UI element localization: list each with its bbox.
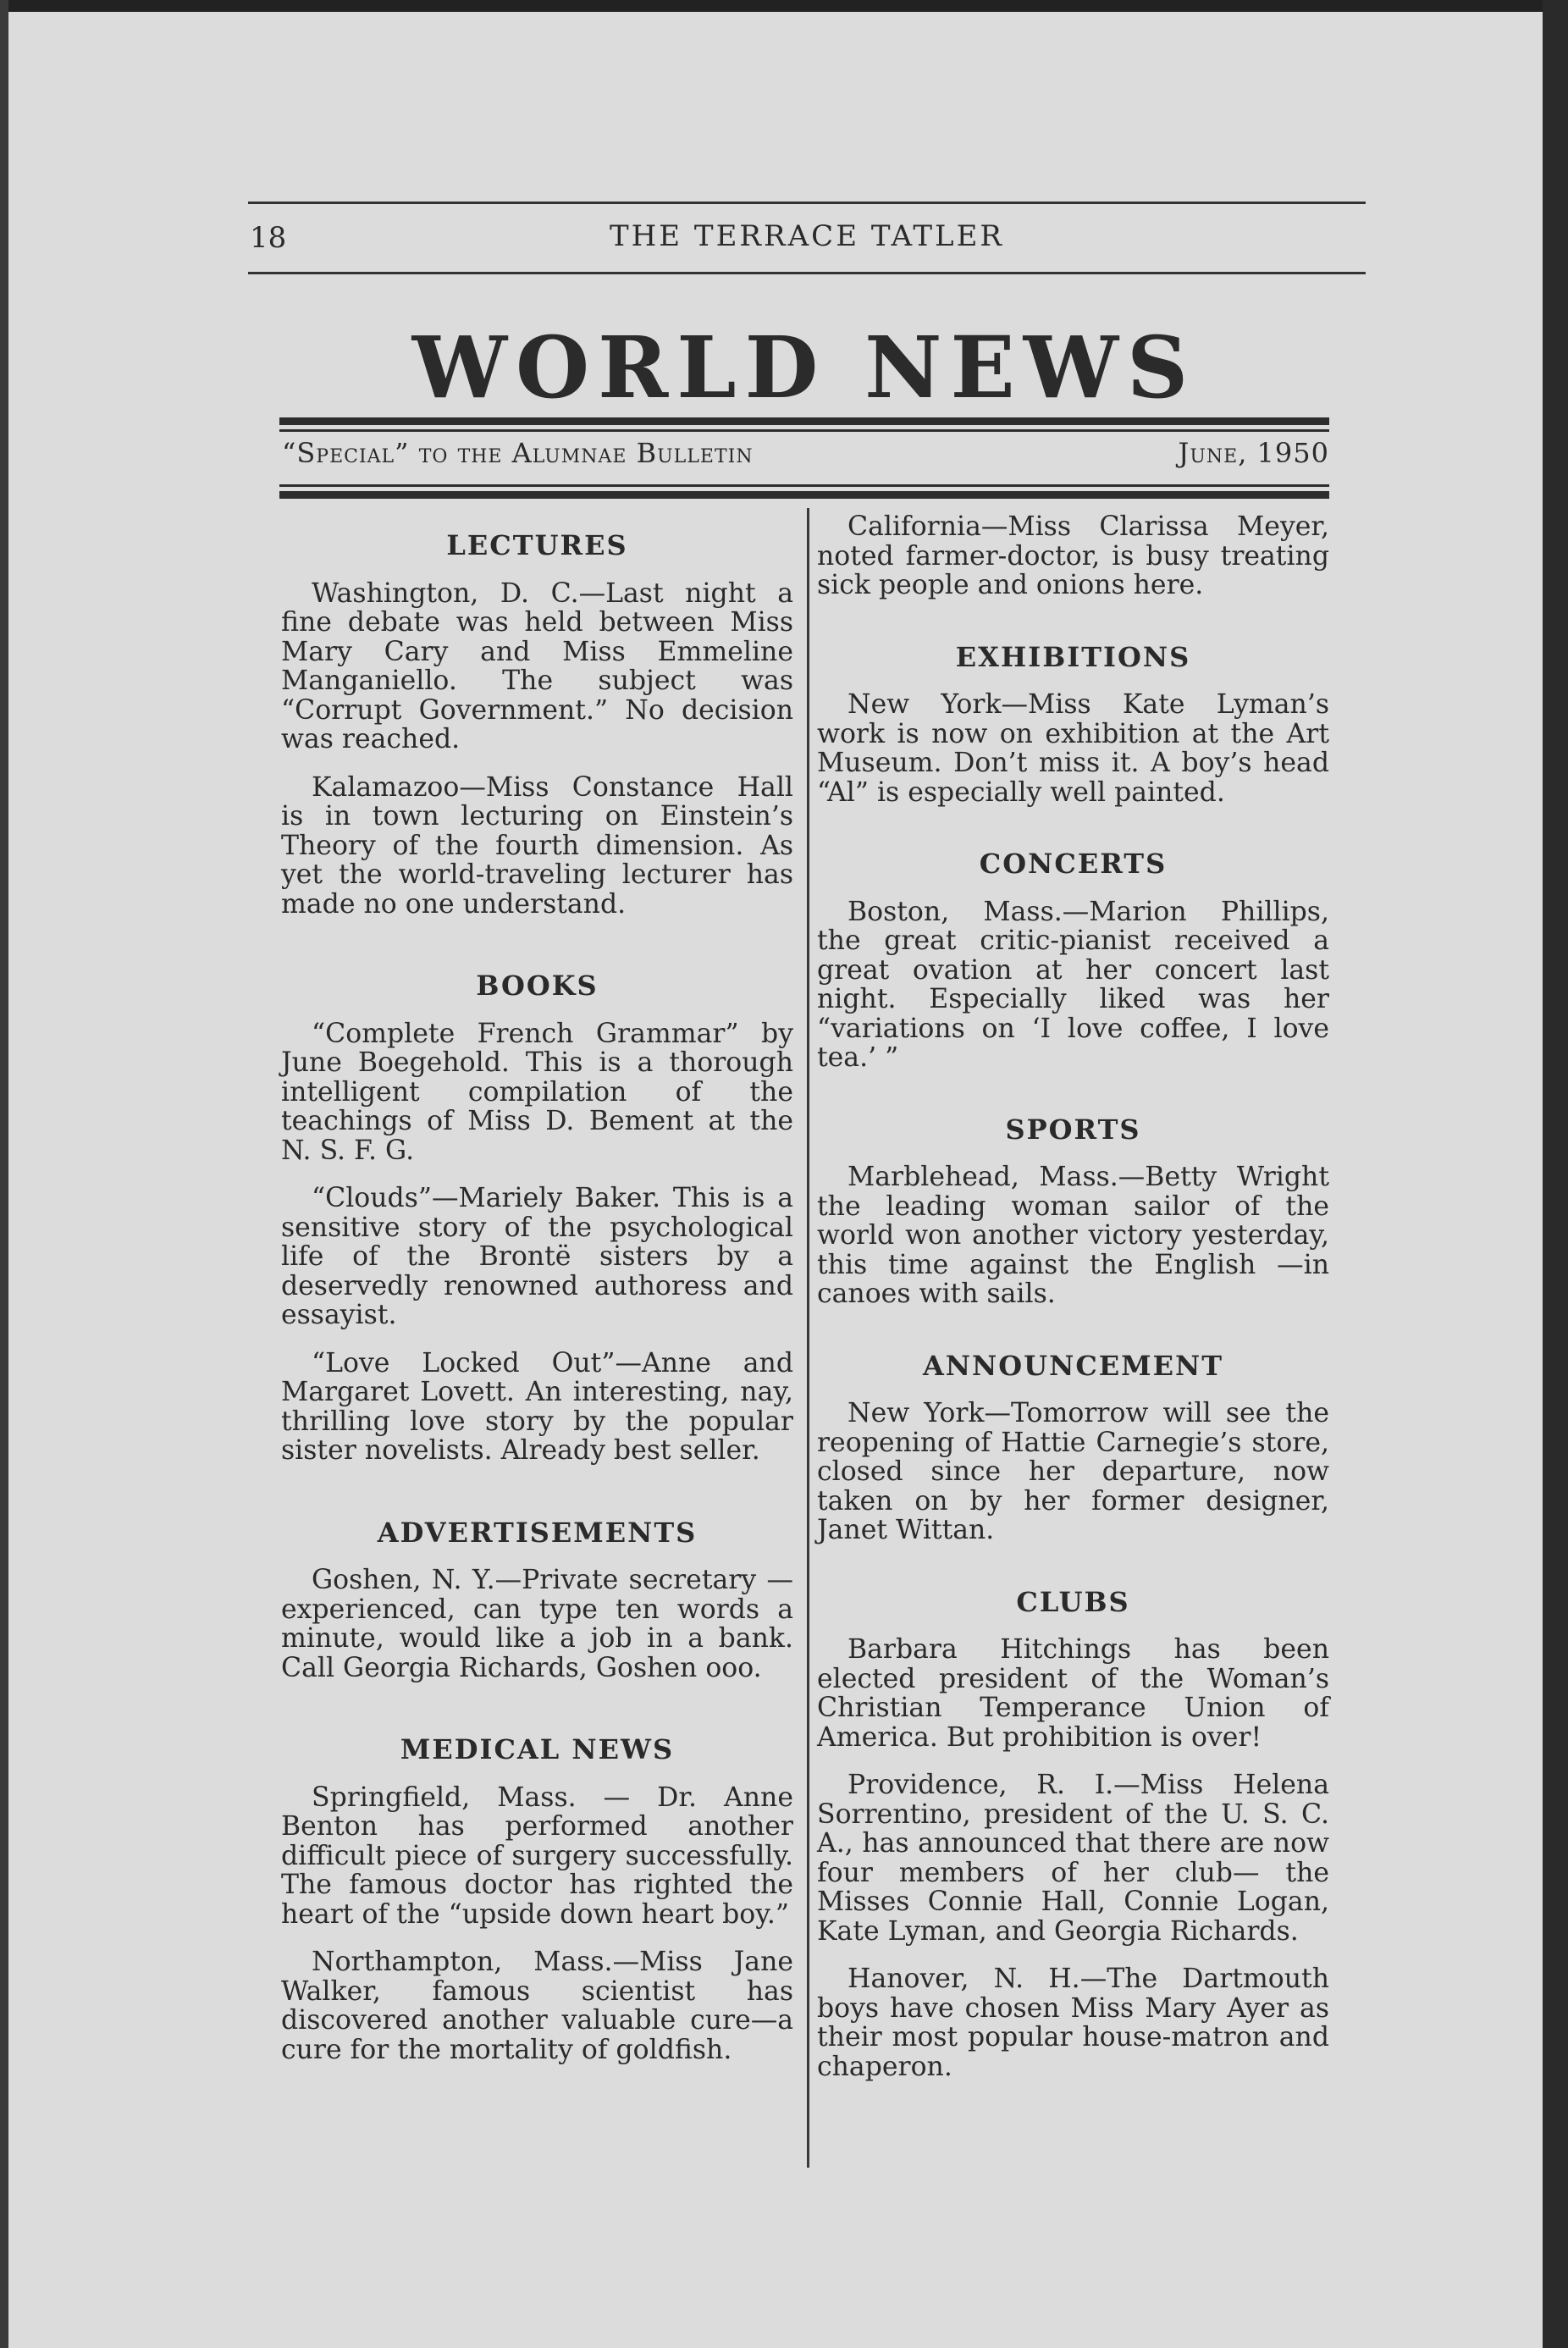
running-head xyxy=(248,202,1366,274)
scan-edge-right xyxy=(1543,0,1568,2348)
news-item: California—Miss Clarissa Meyer, noted farmer-doctor, is busy treating sick people and onions here. xyxy=(817,511,1329,600)
news-item: Marblehead, Mass.—Betty Wright the leading woman sailor of the world won another victory yesterday, this time against the English —in canoes with sails. xyxy=(817,1162,1329,1309)
news-item: Barbara Hitchings has been elected president of the Woman’s Christian Temperance Union of America. But prohibition is over! xyxy=(817,1634,1329,1753)
page-number: 18 xyxy=(250,221,287,255)
section-heading-clubs: CLUBS xyxy=(1016,1585,1130,1618)
section-heading-sports: SPORTS xyxy=(1005,1113,1141,1146)
right-column xyxy=(817,512,1329,2081)
news-item: “Clouds”—Mariely Baker. This is a sensitive story of the psychological life of the Brontë sisters by a deservedly renowned authoress and essayist. xyxy=(281,1183,793,1330)
news-item: Goshen, N. Y.—Private secretary —experienced, can type ten words a minute, would like a job in a bank. Call Georgia Richards, Goshen ooo. xyxy=(281,1565,793,1683)
dateline-rule xyxy=(279,491,1329,499)
column-divider xyxy=(807,508,809,2168)
news-item: Kalamazoo—Miss Constance Hall is in town lecturing on Einstein’s Theory of the fourth dimension. As yet the world-traveling lecturer has made no one understand. xyxy=(281,771,793,920)
news-item: Boston, Mass.—Marion Phillips, the great critic-pianist received a great ovation at her concert last night. Especially liked was her “variations on ‘I love coffee, I love tea.’ ” xyxy=(817,896,1329,1073)
section-heading-medical-news: MEDICAL NEWS xyxy=(400,1733,675,1765)
section-heading-lectures: LECTURES xyxy=(446,529,628,561)
news-item: “Love Locked Out”—Anne and Margaret Lovett. An interesting, nay, thrilling love story by the popular sister novelists. Already best seller. xyxy=(281,1347,793,1466)
masthead-rule-thin xyxy=(279,429,1329,432)
news-item: Washington, D. C.—Last night a fine debate was held between Miss Mary Cary and Miss Emmeline Manganiello. The subject was “Corrupt Government.” No decision was reached. xyxy=(281,577,793,754)
dateline-date: June, 1950 xyxy=(1178,437,1329,469)
news-item: New York—Miss Kate Lyman’s work is now on exhibition at the Art Museum. Don’t miss it. A boy’s head “Al” is especially well painted. xyxy=(817,689,1329,808)
news-item: New York—Tomorrow will see the reopening of Hattie Carnegie’s store, closed since her departure, now taken on by her former designer, Janet Wittan. xyxy=(817,1398,1329,1545)
magazine-title: THE TERRACE TATLER xyxy=(609,219,1005,253)
news-item: Hanover, N. H.—The Dartmouth boys have chosen Miss Mary Ayer as their most popular house-matron and chaperon. xyxy=(817,1964,1329,2082)
section-heading-books: BOOKS xyxy=(476,970,599,1002)
section-heading-advertisements: ADVERTISEMENTS xyxy=(377,1516,698,1549)
news-item: Providence, R. I.—Miss Helena Sorrentino, president of the U. S. C. A., has announced that there are now four members of her club— the Misses Connie Hall, Connie Logan, Kate Lyman, and Georgia Richards. xyxy=(817,1770,1329,1947)
section-heading-concerts: CONCERTS xyxy=(979,848,1168,880)
dateline-left: “Special” to the Alumnae Bulletin xyxy=(282,437,754,469)
news-item: “Complete French Grammar” by June Boegehold. This is a thorough intelligent compilation of the teachings of Miss D. Bement at the N. S. F. G. xyxy=(281,1018,793,1166)
dateline-rule-thin xyxy=(279,484,1329,487)
news-item: Northampton, Mass.—Miss Jane Walker, famous scientist has discovered another valuable cure—a cure for the mortality of goldfish. xyxy=(281,1947,793,2065)
section-heading-announcement: ANNOUNCEMENT xyxy=(922,1349,1224,1382)
left-column xyxy=(281,512,793,2064)
news-item: Springfield, Mass. — Dr. Anne Benton has performed another difficult piece of surgery successfully. The famous doctor has righted the heart of the “upside down heart boy.” xyxy=(281,1782,793,1930)
section-heading-exhibitions: EXHIBITIONS xyxy=(955,640,1191,673)
masthead-title: WORLD NEWS xyxy=(411,318,1197,417)
scan-edge-top xyxy=(0,0,1568,12)
masthead-rule xyxy=(279,417,1329,425)
scan-edge-left xyxy=(0,0,8,2348)
